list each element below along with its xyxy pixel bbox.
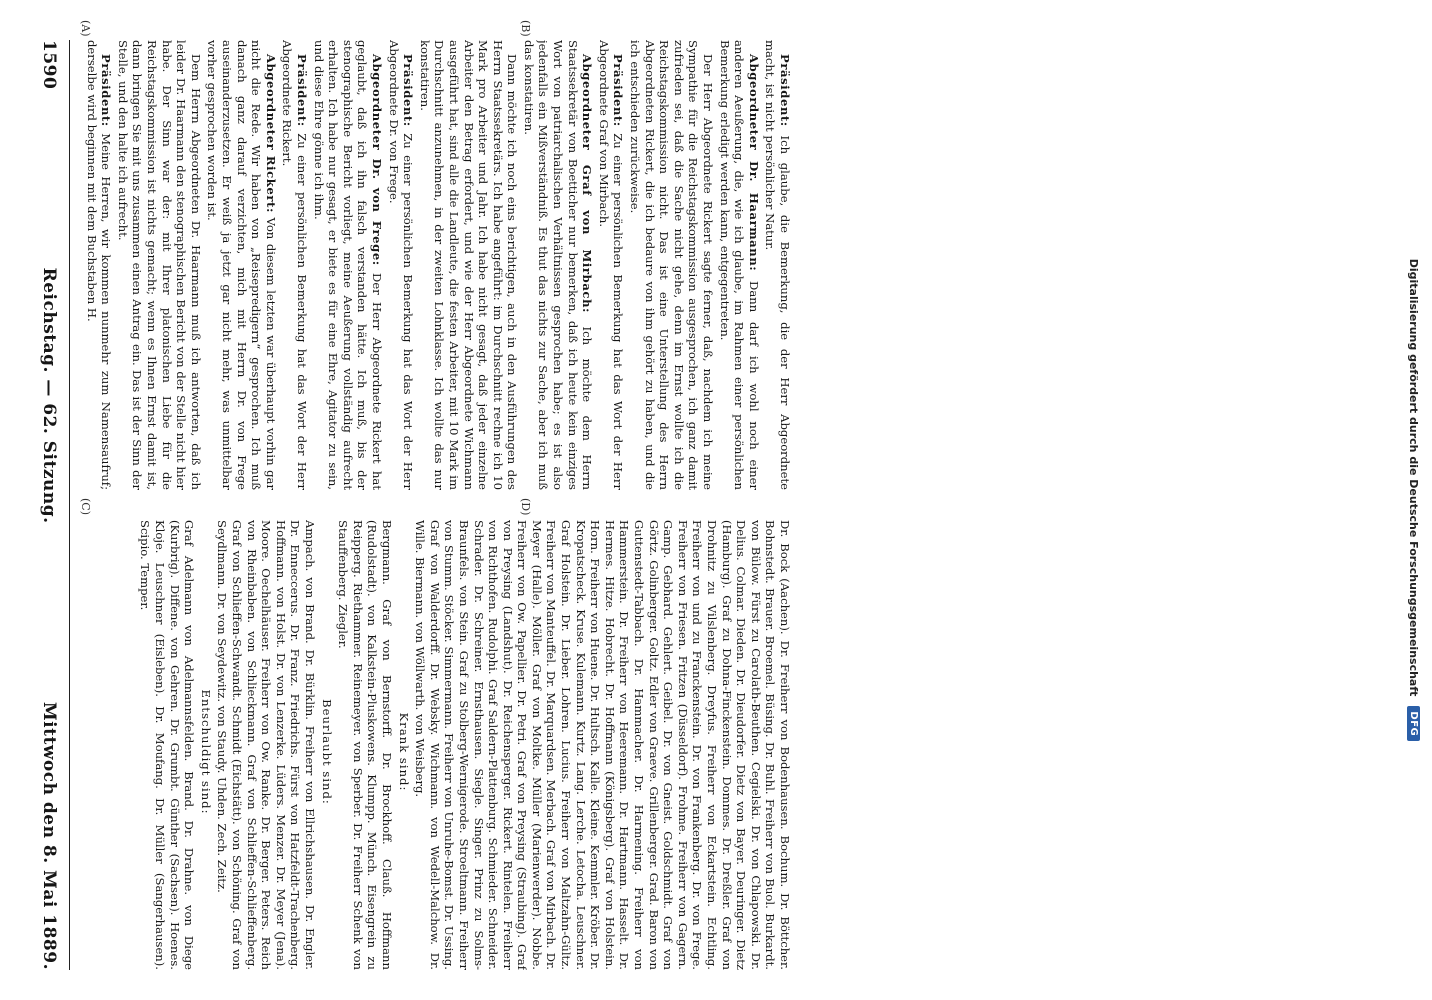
speech-text: Zu einer persönlichen Bemerkung hat das Wort der Herr Abgeordnete Graf von Mirbach. [596, 40, 626, 490]
page-header [34, 40, 64, 970]
section-heading: Krank sind: [396, 712, 411, 792]
speaker-name: Abgeordneter Graf von Mirbach: [580, 54, 595, 314]
speaker-name: Präsident: [401, 54, 416, 127]
text-paragraph: Dann möchte ich noch eins berichtigen, auch in den Ausführungen des Herrn Staatssekretärs. Ich habe angeführt: im Durchschnitt rechne ich 10 Mark pro Arbeiter und Jahr. Ich habe nicht gesagt, daß jeder einzelne Arbeiter den Betrag erfordert, und wie der Herr Abgeordnete Wichmann ausgeführt hat, sind alle die Landleute, die festen Arbeiter, mit 10 Mark im Durchschnitt anzunehmen, in der zweiten Lohnklasse. Ich wollte das nur konstatiren. [417, 40, 520, 490]
section-heading: Beurlaubt sind: [319, 699, 334, 805]
speaker-name: Abgeordneter Dr. von Frege: [369, 54, 384, 266]
margin-marker-d: (D) [519, 498, 532, 516]
text-paragraph: Der Herr Abgeordnete Rickert sagte ferner, daß, nachdem ich meine Sympathie für die Reichstagskommission ausgesprochen, ich ganz damit zufrieden sei, daß die Sache nicht gehe, denn im Ernst wollte ich die Reichstagskommission nicht. Das ist eine Unterstellung des Herrn Abgeordneten Rickert, die ich bedaure von ihm gehört zu haben, und die ich entschieden zurückweise. [628, 40, 716, 490]
section-heading: Entschuldigt sind: [198, 689, 213, 815]
speech-paragraph [280, 40, 309, 490]
name-list: Graf Adelmann von Adelmannsfelden. Brand. Dr. Drahne. von Diege (Kurbrig). Diffene. von Gehren. Dr. Grumbt. Günther (Sachsen). Hoenes. Kloje. Leuschner (Eisleben). Dr. Moufang. Dr. Müller (Sangerhausen). Scipio. Temper. [138, 520, 197, 970]
speech-paragraph [311, 40, 384, 490]
speech-text: Zu einer persönlichen Bemerkung hat das Wort der Herr Abgeordnete Dr. von Frege. [386, 40, 416, 490]
speech-text: Der Herr Abgeordnete Rickert hat geglaubt, daß ich ihn falsch verstanden hätte. Ich muß, bis der stenographische Bericht vorliegt, meine Aeußerung vollständig aufrecht erhalten. Ich habe nur gesagt, er biete es für eine Ehre, Agitator zu sein, und diese Ehre gönne ich ihm. [311, 40, 384, 490]
speaker-name: Präsident: [99, 54, 114, 127]
speech-text: Dann darf ich wohl noch einer anderen Aeußerung, die, wie ich glaube, im Rahmen einer persönlichen Bemerkung erledigt werden kann, entgegentreten. [717, 40, 761, 490]
speaker-name: Präsident: [778, 54, 792, 127]
speech-text: Von diesem letzten war überhaupt vorhin gar nicht die Rede. Wir haben von „Reisepredigern“ gesprochen. Ich muß danach ganz darauf verzichten, mich mit Herrn Dr. von Frege auseinanderzusetzen. Er weiß ja jetzt gar nicht mehr, was unmittelbar vorher gesprochen worden ist. [205, 40, 278, 490]
speech-paragraph [205, 40, 278, 490]
page-number: 1590 [39, 40, 59, 90]
dfg-logo: DFG [1408, 706, 1421, 741]
name-list: Dr. Bock (Aachen). Dr. Freiherr von Bodenhausen. Bochum. Dr. Böttcher. Bohnstedt. Brauer. Broemel. Büsing. Dr. Buhl. Freiherr von Buol. Burkardt. von Bülow. Fürst zu Carolath-Beuthen. Cegielski. Dr. von Chlapowski. Dr. Delius. Colmar. Dieden. Dr. Dieudorfer. Dietz von Bayer. Deuringer. Dietz (Hamburg). Graf zu Dohna-Finckenstein. Dommes. Dr. Dreßler. Graf von Drohnitz zu Vilslenberg. Dreyfus. Freiherr von Eckartstein. Echtling. Freiherr von und zu Franckenstein. Dr. von Frankenberg. Dr. von Frege. Freiherr von Friesen. Fritzen (Düsseldorf). Frohme. Freiherr von Gagern. Gamp. Gebhard. Gehlert. Geibel. Dr. von Gneist. Goldschmidt. Graf von Görtz. Golinberger. Goltz. Edler von Graeve. Grillenberger. Grad. Baron von Guttenstedt-Tabbach. Dr. Hammacher. Dr. Harmening. Freiherr von Hammerstein. Dr. Freiherr von Heeremann. Dr. Hartmann. Hasselt. Dr. Hermes. Hitze. Hobrecht. Dr. Hoffmann (Königsberg). Graf von Holstein. Horn. Freiherr von Huene. Dr. Hultsch. Kalle. Kleine. Kemmler. Kröber. Dr. Kropatscheck. Kruse. Kulemann. Kurtz. Lang. Lerche. Letocha. Leuschner. Graf Holstein. Dr. Lieber. Lohren. Lucius. Freiherr von Maltzahn-Gültz. Freiherr von Manteuffel. Dr. Marquardsen. Merbach. Graf von Mirbach. Dr. Meyer (Halle). Möller. Graf von Moltke. Müller (Marienwerder). Nobbe. Freiherr von Ow. Papellier. Dr. Petri. Graf von Preysing (Straubing). Graf von Preysing (Landshut). Dr. Reichensperger. Rickert. Rintelen. Freiherr von Richthofen. Rudolphi. Graf Saldern-Plattenburg. Schmieder. Schneider. Schrader. Dr. Schreiner. Ernsthausen. Siegle. Singer. Prinz zu Solms-Braunfels. von Stein. Graf zu Stolberg-Wernigerode. Stroeltmann. Freiherr von Stumm. Stöcker. Simmermann. Freiherr von Unruhe-Bomst. Dr. Ussing. Graf von Walderdorff. Dr. Websky. Wichmann. von Wedell-Malchow. Dr. Wille. Biermann. von Wöllwarth. von Weisberg. [413, 520, 792, 970]
speech-paragraph [717, 40, 761, 490]
left-column [80, 40, 792, 490]
credit-text: Digitalisierung gefördert durch die Deutsche Forschungsgemeinschaft [1407, 258, 1421, 697]
speech-paragraph [386, 40, 415, 490]
speaker-name: Präsident: [295, 54, 309, 127]
page-date: Mittwoch den 8. Mai 1889. [39, 701, 59, 970]
digitization-credit [1404, 60, 1424, 940]
speaker-name: Abgeordneter Rickert: [263, 54, 278, 213]
speech-text: Meine Herren, wir kommen nunmehr zum Namensaufruf; derselbe wird beginnen mit dem Buchstaben H. [84, 40, 114, 490]
name-list: Ampach. von Brand. Dr. Bürklin. Freiherr von Ellrichshausen. Dr. Engler. Dr. Enneccerus. Dr. Franz. Friedrichs. Fürst von Hatzfeldt-Trachenberg. Hoffmann. von Holst. Dr. von Lenzerke. Lüders. Menzer. Dr. Meyer (Jena). Moore. Oechelhäuser. Freiherr von Ow. Ranke. Dr. Berger. Peters. Reich von Rheinbaben. von Schlieckmann. Graf von Schlieffen-Schlieffenberg. Graf von Schlieffen-Schwandt. Schmidt (Eichstätt). von Schöning. Graf von Seydlmann. Dr. von Seydewitz. von Staudy. Uhden. Zech. Zeitz. [215, 520, 317, 970]
speech-paragraph [521, 40, 594, 490]
margin-marker-b: (B) [519, 20, 532, 37]
speaker-name: Abgeordneter Dr. Haarmann: [746, 54, 761, 272]
margin-marker-c: (C) [79, 498, 92, 515]
speech-paragraph [763, 40, 792, 490]
name-list: Bergmann. Graf von Bernstorff. Dr. Brockhoff. Clauß. Hoffmann (Rudolstadt). von Kalkstein-Pluskowens. Klumpp. Münch. Eisengrein zu Reipperg. Riethammer. Reinemeyer. von Sperber. Dr. Freiherr Schenk von Stauffenberg. Ziegler. [336, 520, 394, 970]
speech-text: Ich möchte dem Herrn Staatssekretär von Boetticher nur bemerken, daß ich heute kein einziges Wort von patriarchalischen Verhältnissen gesprochen habe; es ist also jedenfalls ein Mißverständniß. Es thut das nichts zur Sache, aber ich muß das konstatiren. [521, 40, 595, 490]
stage-direction [80, 40, 81, 490]
text-paragraph: Dem Herrn Abgeordneten Dr. Haarmann muß ich antworten, daß ich leider Dr. Haarmann den stenographischen Bericht von der Stelle nicht hier habe. Der Sinn war der: mit Ihrer platonischen Liebe für die Reichstagskommission ist nichts gemacht; wenn es Ihnen Ernst damit ist, dann bringen Sie mit uns zusammen einen Antrag ein. Das ist der Sinn der Stelle, und den halte ich aufrecht. [115, 40, 203, 490]
speech-paragraph [84, 40, 113, 490]
margin-marker-a: (A) [79, 20, 92, 37]
right-column [80, 520, 792, 970]
speech-text: Ich glaube, die Bemerkung, die der Herr Abgeordnete macht, ist nicht persönlicher Natur. [763, 40, 792, 490]
header-rule [69, 40, 70, 970]
speaker-name: Präsident: [611, 54, 626, 127]
speech-paragraph [596, 40, 625, 490]
speech-text: Zu einer persönlichen Bemerkung hat das Wort der Herr Abgeordnete Rickert. [280, 40, 309, 490]
page-title: Reichstag. — 62. Sitzung. [39, 267, 59, 524]
